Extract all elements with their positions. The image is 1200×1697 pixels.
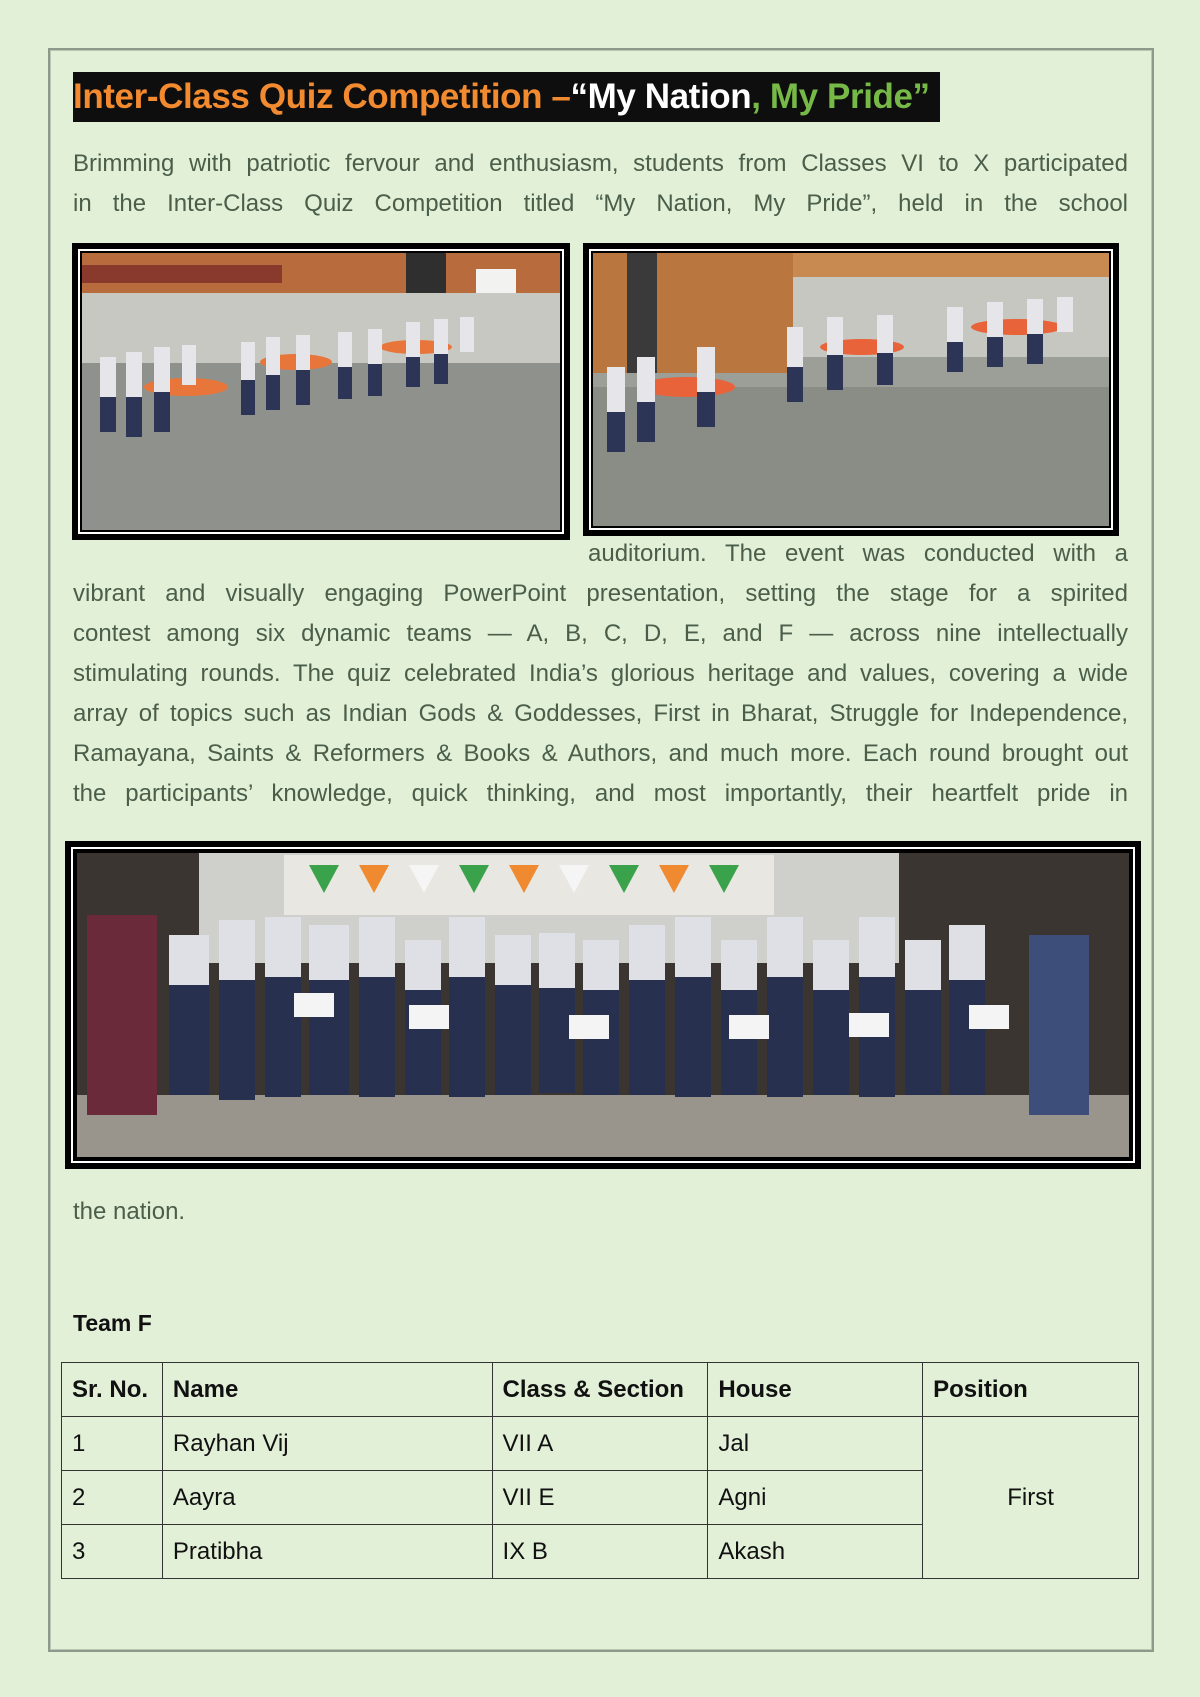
- group-photo: [65, 841, 1141, 1169]
- cell-sr-no: 3: [62, 1525, 163, 1579]
- paragraph-line-2: in the Inter-Class Quiz Competition titled “My Nation, My Pride”, held in the school: [73, 190, 1128, 217]
- paragraph-line-9: the participants’ knowledge, quick thinking, and most importantly, their heartfelt pride in: [73, 780, 1128, 807]
- paragraph-line-8: Ramayana, Saints & Reformers & Books & Authors, and much more. Each round brought out: [73, 740, 1128, 767]
- team-heading: Team F: [73, 1310, 152, 1336]
- table-row: [62, 1417, 1139, 1471]
- title-part-3: , My Pride”: [751, 77, 930, 116]
- cell-house: Agni: [708, 1471, 923, 1525]
- title-part-1: Inter-Class Quiz Competition –: [73, 77, 571, 116]
- quiz-teams-auditorium-photo: [583, 243, 1119, 536]
- cell-name: Rayhan Vij: [162, 1417, 492, 1471]
- team-table: [61, 1362, 1139, 1579]
- cell-name: Pratibha: [162, 1525, 492, 1579]
- page-title: [73, 72, 940, 122]
- column-header-position: Position: [923, 1363, 1139, 1417]
- cell-class-section: IX B: [492, 1525, 708, 1579]
- paragraph-line-5: contest among six dynamic teams — A, B, C, D, E, and F — across nine intellectually: [73, 620, 1128, 647]
- paragraph-line-4: vibrant and visually engaging PowerPoint presentation, setting the stage for a spirited: [73, 580, 1128, 607]
- column-header-house: House: [708, 1363, 923, 1417]
- column-header-class-section: Class & Section: [492, 1363, 708, 1417]
- paragraph-line-10: the nation.: [73, 1198, 186, 1225]
- cell-house: Jal: [708, 1417, 923, 1471]
- paragraph-line-3: auditorium. The event was conducted with a: [588, 540, 1128, 567]
- quiz-teams-seated-photo: [72, 243, 570, 540]
- cell-house: Akash: [708, 1525, 923, 1579]
- paragraph-line-1: Brimming with patriotic fervour and enthusiasm, students from Classes VI to X participated: [73, 150, 1128, 177]
- cell-class-section: VII A: [492, 1417, 708, 1471]
- column-header-sr-no: Sr. No.: [62, 1363, 163, 1417]
- cell-name: Aayra: [162, 1471, 492, 1525]
- table-header-row: [62, 1363, 1139, 1417]
- cell-sr-no: 1: [62, 1417, 163, 1471]
- cell-class-section: VII E: [492, 1471, 708, 1525]
- cell-position: First: [923, 1417, 1139, 1579]
- paragraph-line-6: stimulating rounds. The quiz celebrated India’s glorious heritage and values, covering a wide: [73, 660, 1128, 687]
- title-part-2: “My Nation: [570, 77, 752, 116]
- paragraph-line-7: array of topics such as Indian Gods & Goddesses, First in Bharat, Struggle for Independence,: [73, 700, 1128, 727]
- cell-sr-no: 2: [62, 1471, 163, 1525]
- column-header-name: Name: [162, 1363, 492, 1417]
